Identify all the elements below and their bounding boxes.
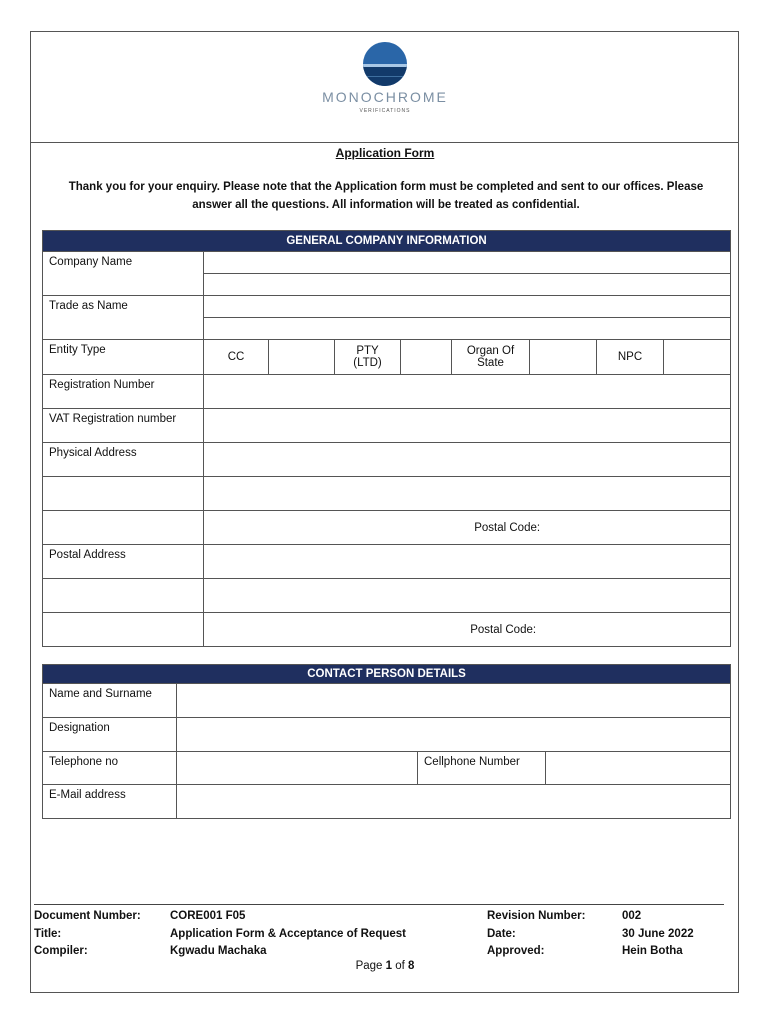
registration-number-field[interactable] <box>204 375 731 409</box>
compiler-name: Kgwadu Machaka <box>170 945 267 957</box>
compiler-label: Compiler: <box>34 945 88 957</box>
doc-title: Application Form & Acceptance of Request <box>170 927 406 940</box>
entity-type-label: Entity Type <box>43 340 204 375</box>
name-surname-label: Name and Surname <box>43 684 177 718</box>
logo-subtitle: VERIFICATIONS <box>359 108 411 114</box>
designation-label: Designation <box>43 718 177 752</box>
revision-date: 30 June 2022 <box>622 927 694 940</box>
physical-address-field-2[interactable] <box>204 477 731 511</box>
telephone-label: Telephone no <box>43 752 177 785</box>
approved-by: Hein Botha <box>622 945 683 957</box>
cellphone-field[interactable] <box>546 752 731 785</box>
approved-label: Approved: <box>487 945 545 957</box>
intro-text <box>44 178 728 214</box>
footer-labels-left <box>34 908 141 961</box>
cellphone-label: Cellphone Number <box>418 752 546 785</box>
intro-line-1: Thank you for your enquiry. Please note that the Application form must be completed and sent to our offices. Please <box>68 181 704 193</box>
entity-option-pty: PTY (LTD) <box>335 340 401 375</box>
company-info-table <box>42 230 731 647</box>
footer-values-right <box>622 908 694 961</box>
company-name-label: Company Name <box>43 252 204 296</box>
intro-line-2: answer all the questions. All information will be treated as confidential. <box>192 199 580 211</box>
postal-address-label: Postal Address <box>43 545 204 579</box>
entity-option-npc: NPC <box>597 340 664 375</box>
revision-number: 002 <box>622 910 642 922</box>
footer-divider <box>34 904 724 905</box>
company-name-field-2[interactable] <box>204 274 731 296</box>
physical-address-spacer-2 <box>43 511 204 545</box>
title-label: Title: <box>34 927 62 940</box>
email-label: E-Mail address <box>43 785 177 819</box>
vat-registration-field[interactable] <box>204 409 731 443</box>
header-divider <box>30 142 739 143</box>
doc-number-label: Document Number: <box>34 910 141 922</box>
postal-address-spacer <box>43 579 204 613</box>
trade-as-name-label: Trade as Name <box>43 296 204 340</box>
designation-field[interactable] <box>177 718 731 752</box>
entity-npc-checkbox[interactable] <box>664 340 731 375</box>
revision-label: Revision Number: <box>487 910 586 922</box>
postal-postal-code-field[interactable]: Postal Code: <box>204 613 731 647</box>
page-number: Page 1 of 8 <box>355 960 415 972</box>
physical-address-label: Physical Address <box>43 443 204 477</box>
postal-address-field-2[interactable] <box>204 579 731 613</box>
name-surname-field[interactable] <box>177 684 731 718</box>
telephone-field[interactable] <box>177 752 418 785</box>
physical-address-spacer <box>43 477 204 511</box>
contact-details-table <box>42 664 731 819</box>
date-label: Date: <box>487 927 516 940</box>
entity-pty-checkbox[interactable] <box>401 340 452 375</box>
trade-as-name-field[interactable] <box>204 296 731 318</box>
entity-organ-checkbox[interactable] <box>530 340 597 375</box>
entity-option-cc: CC <box>204 340 269 375</box>
entity-option-organ-of-state: Organ Of State <box>452 340 530 375</box>
company-logo <box>315 42 455 118</box>
email-field[interactable] <box>177 785 731 819</box>
registration-number-label: Registration Number <box>43 375 204 409</box>
vat-registration-label: VAT Registration number <box>43 409 204 443</box>
company-section-header: GENERAL COMPANY INFORMATION <box>43 231 731 252</box>
entity-cc-checkbox[interactable] <box>269 340 335 375</box>
postal-address-field-1[interactable] <box>204 545 731 579</box>
footer-values-left <box>170 908 406 961</box>
logo-circle-icon <box>315 42 455 90</box>
physical-postal-code-field[interactable]: Postal Code: <box>204 511 731 545</box>
doc-number: CORE001 F05 <box>170 910 246 922</box>
contact-section-header: CONTACT PERSON DETAILS <box>43 665 731 684</box>
trade-as-name-field-2[interactable] <box>204 318 731 340</box>
logo-name: MONOCHROME <box>322 89 448 105</box>
footer-labels-right <box>487 908 585 961</box>
physical-address-field-1[interactable] <box>204 443 731 477</box>
company-name-field[interactable] <box>204 252 731 274</box>
postal-address-spacer-2 <box>43 613 204 647</box>
page-title: Application Form <box>335 146 435 160</box>
